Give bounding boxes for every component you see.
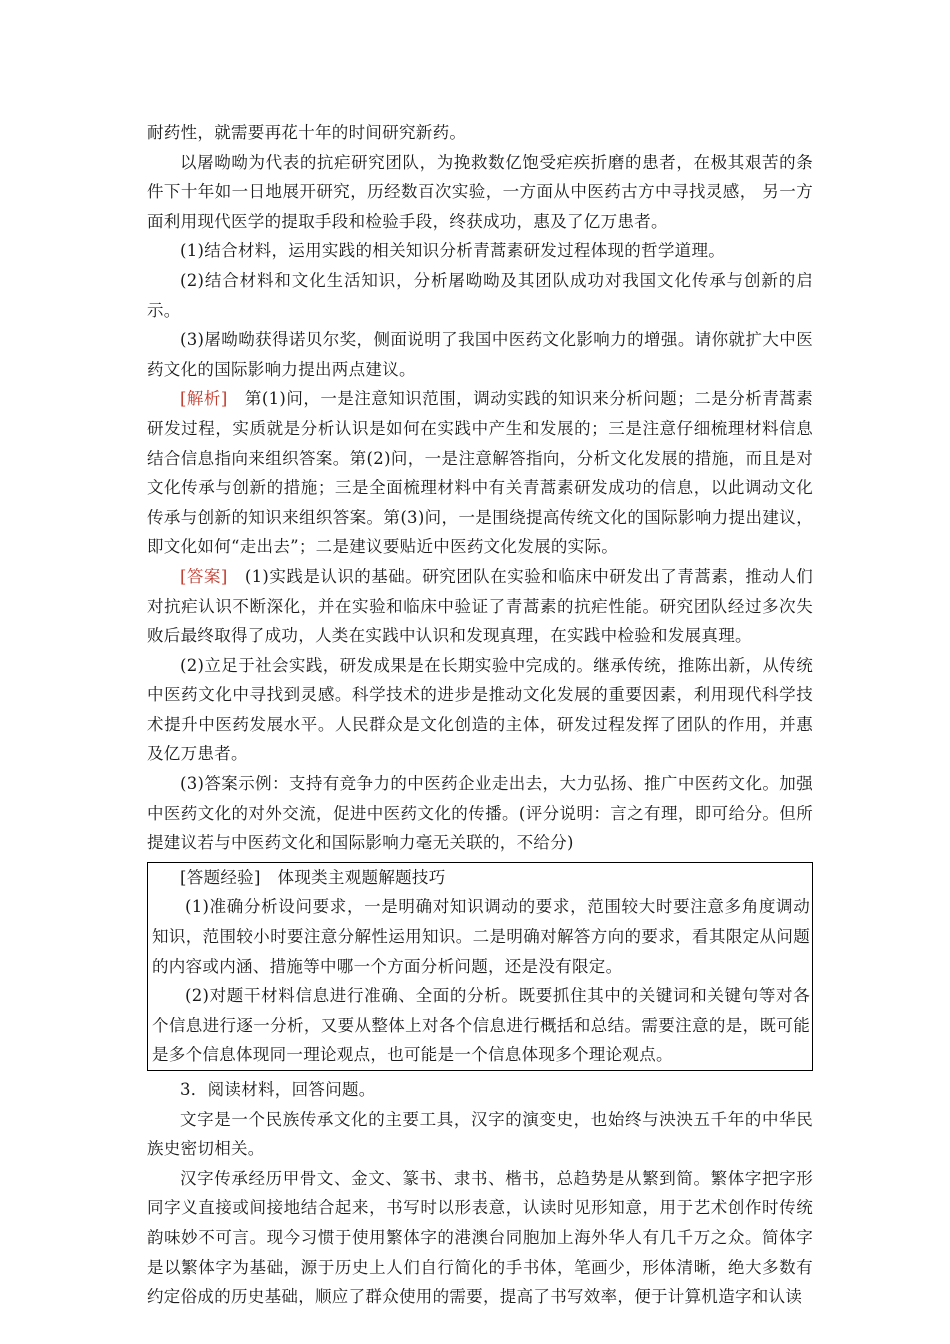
experience-box <box>147 862 813 1071</box>
answer-tag: [答案] <box>180 566 228 586</box>
paragraph-continuation: 耐药性，就需要再花十年的时间研究新药。 <box>147 123 467 142</box>
experience-title: [答题经验] 体现类主观题解题技巧 <box>180 867 446 887</box>
analysis-paragraph <box>147 384 813 562</box>
analysis-tag: [解析] <box>180 389 228 409</box>
question-3-paragraph-2: 汉字传承经历甲骨文、金文、篆书、隶书、楷书，总趋势是从繁到简。繁体字把字形同字义直接或间接地结合起来，书写时以形表意，认读时见形知意，用于艺术创作时传统韵味妙不可言。现今习惯于使用繁体字的港澳台同胞加上海外华人有几千万之众。简体字是以繁体字为基础，源于历史上人们自行简化的手书体，笔画少，形体清晰，绝大多数有约定俗成的历史基础，顺应了群众使用的需要，提高了书写效率，便于计算机造字和认读 <box>147 1168 813 1307</box>
answer-paragraph-1 <box>147 562 813 651</box>
experience-item-2: (2)对题干材料信息进行准确、全面的分析。既要抓住其中的关键词和关键句等对各个信息进行逐一分析，又要从整体上对各个信息进行概括和总结。需要注意的是，既可能是多个信息体现同一理论观点，也可能是一个信息体现多个理论观点。 <box>152 986 810 1065</box>
question-3: (3)屠呦呦获得诺贝尔奖，侧面说明了我国中医药文化影响力的增强。请你就扩大中医药文化的国际影响力提出两点建议。 <box>147 330 813 379</box>
experience-item-1: (1)准确分析设问要求，一是明确对知识调动的要求，范围较大时要注意多角度调动知识，范围较小时要注意分解性运用知识。二是明确对解答方向的要求，看其限定从问题的内容或内涵、措施等中哪一个方面分析问题，还是没有限定。 <box>152 897 810 976</box>
answer-paragraph-2: (2)立足于社会实践，研发成果是在长期实验中完成的。继承传统，推陈出新，从传统中医药文化中寻找到灵感。科学技术的进步是推动文化发展的重要因素，利用现代科学技术提升中医药发展水平。人民群众是文化创造的主体，研发过程发挥了团队的作用，并惠及亿万患者。 <box>147 655 813 764</box>
paragraph-material: 以屠呦呦为代表的抗疟研究团队，为挽救数亿饱受疟疾折磨的患者，在极其艰苦的条件下十年如一日地展开研究，历经数百次实验，一方面从中医药古方中寻找灵感， 另一方面利用现代医学的提取手段和检验手段，终获成功，惠及了亿万患者。 <box>147 152 813 231</box>
question-2: (2)结合材料和文化生活知识，分析屠呦呦及其团队成功对我国文化传承与创新的启示。 <box>147 270 813 320</box>
document-body <box>147 118 813 1312</box>
answer-text-1: (1)实践是认识的基础。研究团队在实验和临床中研发出了青蒿素，推动人们对抗疟认识不断深化，并在实验和临床中验证了青蒿素的抗疟性能。研究团队经过多次失败后最终取得了成功，人类在实践中认识和发现真理，在实践中检验和发展真理。 <box>147 566 814 646</box>
question-3-paragraph-1: 文字是一个民族传承文化的主要工具，汉字的演变史，也始终与泱泱五千年的中华民族史密切相关。 <box>147 1109 813 1159</box>
question-1: (1)结合材料，运用实践的相关知识分析青蒿素研发过程体现的哲学道理。 <box>180 241 726 261</box>
answer-paragraph-3: (3)答案示例：支持有竞争力的中医药企业走出去，大力弘扬、推广中医药文化。加强中医药文化的对外交流，促进中医药文化的传播。(评分说明：言之有理，即可给分。但所提建议若与中医药文化和国际影响力毫无关联的，不给分) <box>147 774 813 853</box>
question-3-heading: 3．阅读材料，回答问题。 <box>180 1080 376 1099</box>
analysis-text: 第(1)问，一是注意知识范围，调动实践的知识来分析问题；二是分析青蒿素研发过程，实质就是分析认识是如何在实践中产生和发展的；三是注意仔细梳理材料信息结合信息指向来组织答案。第(2)问，一是注意解答指向，分析文化发展的措施，而且是对文化传承与创新的措施；三是全面梳理材料中有关青蒿素研发成功的信息，以此调动文化传承与创新的知识来组织答案。第(3)问，一是围绕提高传统文化的国际影响力提出建议，即文化如何“走出去”；二是建议要贴近中医药文化发展的实际。 <box>147 389 814 557</box>
